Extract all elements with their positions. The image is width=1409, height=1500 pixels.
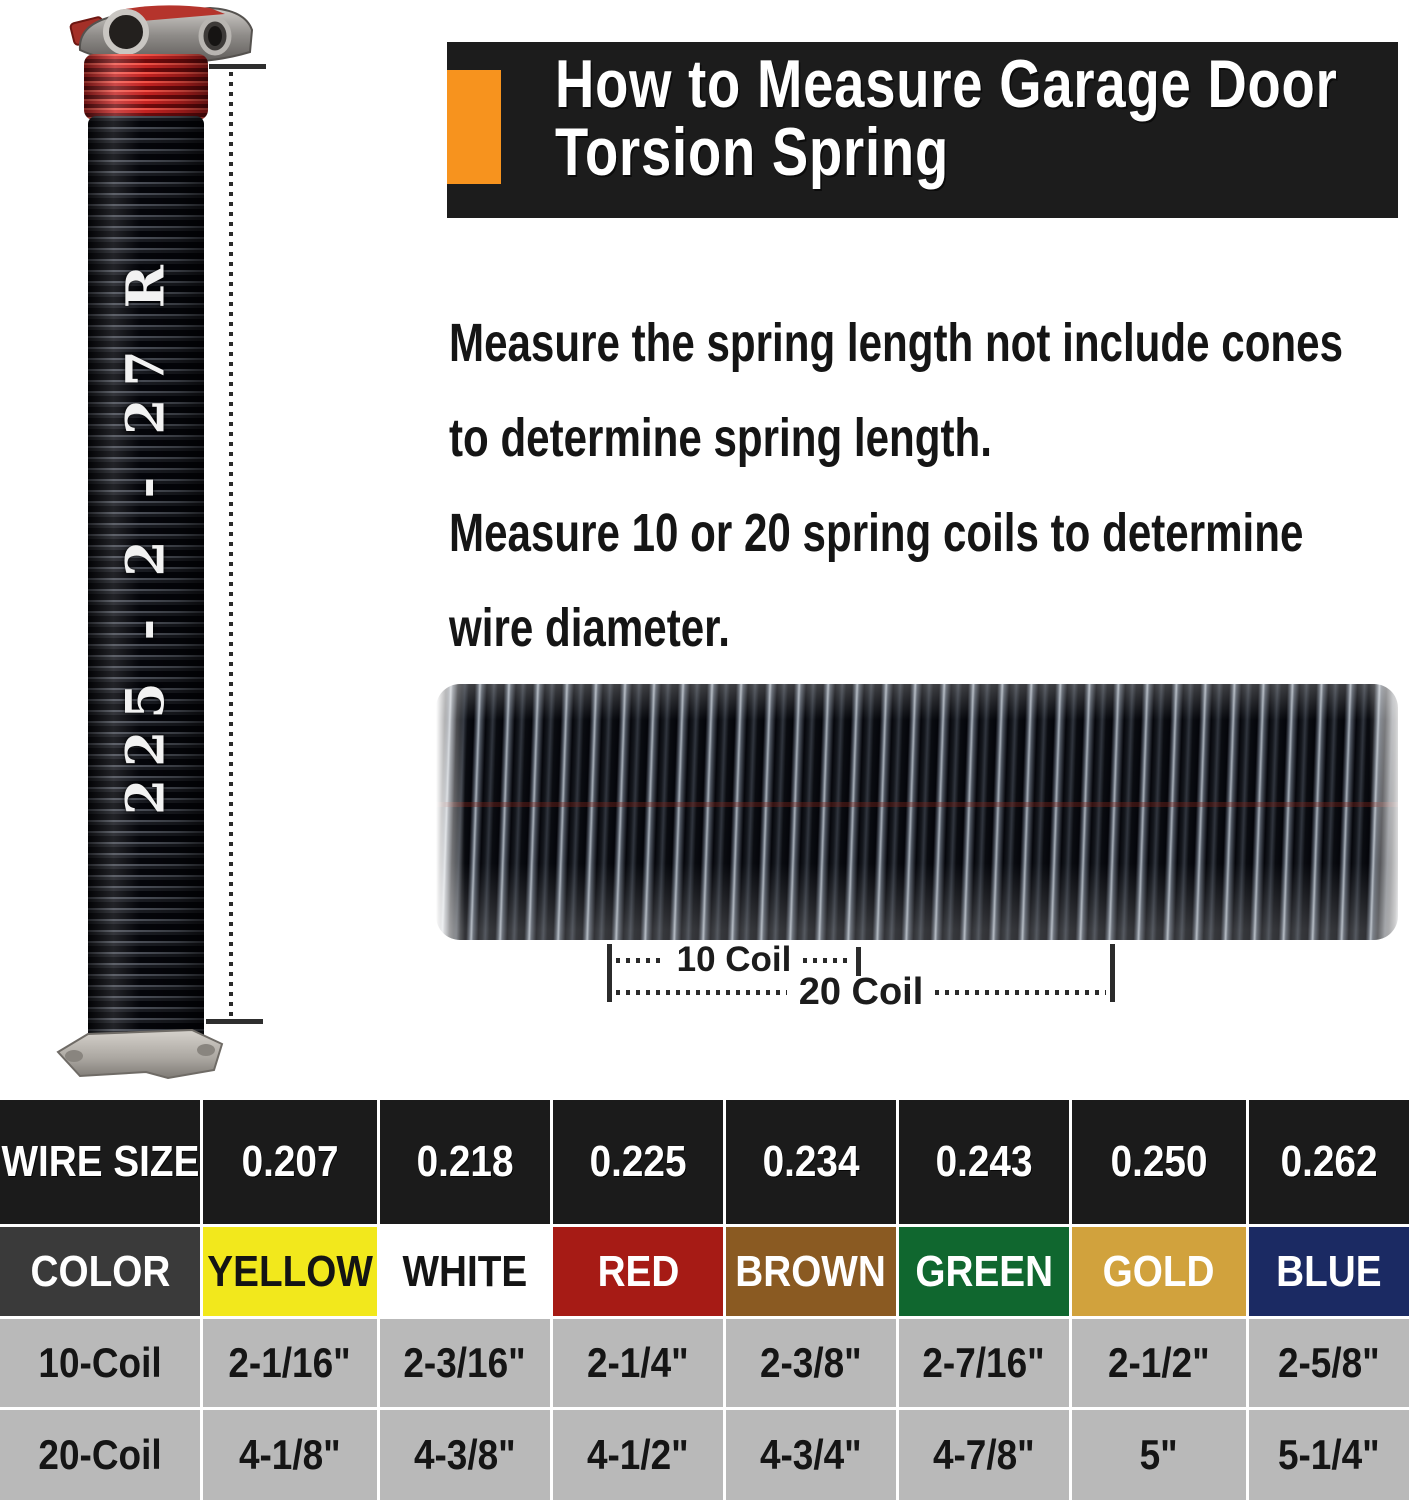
- table-cell: YELLOW: [203, 1227, 377, 1316]
- instruction-line: Measure 10 or 20 spring coils to determine: [449, 503, 1304, 563]
- table-cell: 0.225: [553, 1100, 723, 1224]
- table-cell: 0.207: [203, 1100, 377, 1224]
- table-cell: 4-7/8": [899, 1410, 1069, 1500]
- table-cell: 0.218: [380, 1100, 550, 1224]
- table-cell: RED: [553, 1227, 723, 1316]
- dotted-line: [935, 990, 1106, 995]
- ten-coil-label: 10 Coil: [676, 940, 792, 979]
- table-cell: 0.262: [1249, 1100, 1409, 1224]
- table-cell: 2-7/16": [899, 1319, 1069, 1407]
- torsion-spring-photo: [0, 0, 300, 1085]
- coil-dimension-right-tick: [1110, 944, 1115, 1002]
- table-cell: 0.250: [1072, 1100, 1246, 1224]
- table-cell: 4-3/4": [726, 1410, 896, 1500]
- dotted-line: [803, 958, 852, 963]
- table-cell: 5-1/4": [1249, 1410, 1409, 1500]
- spring-red-coils: [84, 54, 208, 120]
- mounting-flange-icon: [50, 1028, 232, 1082]
- header-banner: [447, 42, 1398, 218]
- table-cell: WHITE: [380, 1227, 550, 1316]
- page-title-line1: How to Measure Garage Door: [555, 46, 1338, 122]
- table-row-label: 20-Coil: [0, 1410, 200, 1500]
- twenty-coil-dimension: [616, 972, 1106, 1012]
- orange-accent-block: [447, 70, 501, 184]
- instruction-line: wire diameter.: [449, 598, 730, 658]
- coil-dimension-left-tick: [607, 944, 612, 1002]
- table-cell: 0.234: [726, 1100, 896, 1224]
- spring-marking-text: 225 - 2 - 27 R: [115, 253, 177, 815]
- table-cell: 0.243: [899, 1100, 1069, 1224]
- spring-black-coils: [88, 116, 204, 1042]
- table-cell: 5": [1072, 1410, 1246, 1500]
- table-cell: GREEN: [899, 1227, 1069, 1316]
- table-cell: GOLD: [1072, 1227, 1246, 1316]
- table-row-label: COLOR: [0, 1227, 200, 1316]
- page-title: [555, 46, 1338, 190]
- length-dimension-dotted-line: [229, 72, 233, 1017]
- table-cell: 2-3/8": [726, 1319, 896, 1407]
- table-cell: 4-1/8": [203, 1410, 377, 1500]
- twenty-coil-label: 20 Coil: [798, 970, 924, 1013]
- table-cell: 4-3/8": [380, 1410, 550, 1500]
- wire-size-spec-table: [0, 1100, 1409, 1500]
- instruction-wire-diameter: [449, 486, 1303, 676]
- table-cell: 2-3/16": [380, 1319, 550, 1407]
- table-cell: 2-1/16": [203, 1319, 377, 1407]
- instruction-line: to determine spring length.: [449, 408, 992, 468]
- table-cell: 2-5/8": [1249, 1319, 1409, 1407]
- instruction-spring-length: [449, 296, 1343, 486]
- length-dimension-top-bar: [209, 64, 266, 69]
- coil-closeup-photo: [436, 684, 1398, 940]
- length-dimension-bottom-bar: [206, 1019, 263, 1024]
- dotted-line: [616, 990, 787, 995]
- table-cell: 4-1/2": [553, 1410, 723, 1500]
- table-cell: BLUE: [1249, 1227, 1409, 1316]
- table-cell: 2-1/2": [1072, 1319, 1246, 1407]
- dotted-line: [616, 958, 665, 963]
- table-cell: 2-1/4": [553, 1319, 723, 1407]
- table-row-label: WIRE SIZE: [0, 1100, 200, 1224]
- table-cell: BROWN: [726, 1227, 896, 1316]
- table-row-label: 10-Coil: [0, 1319, 200, 1407]
- instruction-line: Measure the spring length not include cones: [449, 313, 1344, 373]
- page-title-line2: Torsion Spring: [555, 114, 949, 190]
